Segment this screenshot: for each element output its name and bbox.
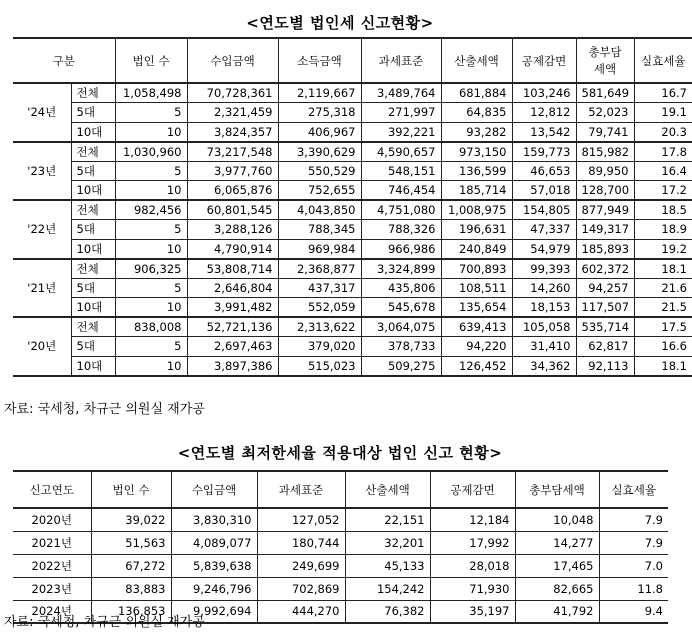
table-cell: 435,806 xyxy=(361,278,441,298)
table-cell: 406,967 xyxy=(278,122,361,142)
header-deduction: 공제감면 xyxy=(430,471,515,508)
table-cell: 4,751,080 xyxy=(361,200,441,220)
table-cell: 545,678 xyxy=(361,298,441,318)
minimum-tax-filing-table xyxy=(13,470,668,624)
table-cell: 128,700 xyxy=(576,181,634,201)
table1-header-row xyxy=(13,38,692,83)
table-cell: 550,529 xyxy=(278,161,361,181)
table-cell: 3,830,310 xyxy=(171,508,257,531)
row-label: 5대 xyxy=(71,161,115,181)
table-cell: 94,220 xyxy=(441,337,512,357)
table-cell: 240,849 xyxy=(441,239,512,259)
row-label: 5대 xyxy=(71,220,115,240)
corporate-tax-filing-table xyxy=(13,37,692,377)
table-cell: 127,052 xyxy=(257,508,345,531)
table-cell: 185,714 xyxy=(441,181,512,201)
table-cell: 7.9 xyxy=(599,508,668,531)
table-row xyxy=(13,103,692,123)
table-cell: 515,023 xyxy=(278,356,361,376)
table-cell: 11.8 xyxy=(599,577,668,600)
table-cell: 149,317 xyxy=(576,220,634,240)
table-cell: 10 xyxy=(115,298,187,318)
table-cell: 10,048 xyxy=(515,508,599,531)
table-row xyxy=(13,554,668,577)
table-cell: 135,654 xyxy=(441,298,512,318)
table-cell: 973,150 xyxy=(441,142,512,162)
table-cell: 19.2 xyxy=(634,239,692,259)
table-cell: 82,665 xyxy=(515,577,599,600)
table-cell: 4,790,914 xyxy=(187,239,278,259)
year-cell: 2021년 xyxy=(13,531,91,554)
row-label: 10대 xyxy=(71,356,115,376)
table-cell: 10 xyxy=(115,122,187,142)
row-label: 10대 xyxy=(71,298,115,318)
table-cell: 47,337 xyxy=(512,220,576,240)
table-cell: 815,982 xyxy=(576,142,634,162)
table-row xyxy=(13,200,692,220)
table-row xyxy=(13,259,692,279)
table-cell: 7.9 xyxy=(599,531,668,554)
table-cell: 136,853 xyxy=(91,600,171,623)
table-cell: 535,714 xyxy=(576,317,634,337)
table-cell: 18.1 xyxy=(634,356,692,376)
table-cell: 62,817 xyxy=(576,337,634,357)
table-cell: 76,382 xyxy=(345,600,430,623)
table-cell: 9,992,694 xyxy=(171,600,257,623)
table-cell: 20.3 xyxy=(634,122,692,142)
table-row xyxy=(13,239,692,259)
row-label: 5대 xyxy=(71,337,115,357)
header-tax-base: 과세표준 xyxy=(361,38,441,83)
row-label: 10대 xyxy=(71,181,115,201)
table-cell: 3,390,629 xyxy=(278,142,361,162)
table-cell: 45,133 xyxy=(345,554,430,577)
table-cell: 32,201 xyxy=(345,531,430,554)
table-cell: 105,058 xyxy=(512,317,576,337)
table-cell: 39,022 xyxy=(91,508,171,531)
table-cell: 117,507 xyxy=(576,298,634,318)
table-cell: 700,893 xyxy=(441,259,512,279)
table2-source: 자료: 국세청, 차규근 의원실 재가공 xyxy=(4,615,205,630)
table-cell: 7.0 xyxy=(599,554,668,577)
row-label: 전체 xyxy=(71,317,115,337)
table-cell: 35,197 xyxy=(430,600,515,623)
table-cell: 17.2 xyxy=(634,181,692,201)
table-cell: 14,260 xyxy=(512,278,576,298)
table-cell: 5 xyxy=(115,103,187,123)
table-cell: 5 xyxy=(115,220,187,240)
table-cell: 1,030,960 xyxy=(115,142,187,162)
table-cell: 4,043,850 xyxy=(278,200,361,220)
table-cell: 5 xyxy=(115,161,187,181)
table-row xyxy=(13,161,692,181)
row-label: 5대 xyxy=(71,103,115,123)
table-cell: 10 xyxy=(115,356,187,376)
header-total-tax: 총부담세액 xyxy=(515,471,599,508)
table-cell: 108,511 xyxy=(441,278,512,298)
year-cell: 2022년 xyxy=(13,554,91,577)
table-cell: 18.5 xyxy=(634,200,692,220)
table-cell: 4,590,657 xyxy=(361,142,441,162)
table-row xyxy=(13,298,692,318)
table-cell: 271,997 xyxy=(361,103,441,123)
table-row xyxy=(13,83,692,103)
table-cell: 57,018 xyxy=(512,181,576,201)
table-cell: 70,728,361 xyxy=(187,83,278,103)
table-cell: 16.6 xyxy=(634,337,692,357)
table-cell: 509,275 xyxy=(361,356,441,376)
table-cell: 982,456 xyxy=(115,200,187,220)
year-cell: '22년 xyxy=(13,200,71,259)
table-cell: 60,801,545 xyxy=(187,200,278,220)
header-computed-tax: 산출세액 xyxy=(345,471,430,508)
table-cell: 154,242 xyxy=(345,577,430,600)
header-income: 소득금액 xyxy=(278,38,361,83)
table-cell: 552,059 xyxy=(278,298,361,318)
table-cell: 1,008,975 xyxy=(441,200,512,220)
table-cell: 548,151 xyxy=(361,161,441,181)
table-cell: 154,805 xyxy=(512,200,576,220)
table-row xyxy=(13,220,692,240)
table-cell: 838,008 xyxy=(115,317,187,337)
table1-source: 자료: 국세청, 차규근 의원실 재가공 xyxy=(4,402,205,417)
table-cell: 17.5 xyxy=(634,317,692,337)
table-cell: 52,721,136 xyxy=(187,317,278,337)
table-cell: 378,733 xyxy=(361,337,441,357)
table-cell: 437,317 xyxy=(278,278,361,298)
table-cell: 581,649 xyxy=(576,83,634,103)
table-cell: 51,563 xyxy=(91,531,171,554)
table-row xyxy=(13,181,692,201)
table-cell: 906,325 xyxy=(115,259,187,279)
table-cell: 3,977,760 xyxy=(187,161,278,181)
year-cell: 2020년 xyxy=(13,508,91,531)
table-cell: 2,313,622 xyxy=(278,317,361,337)
table-cell: 6,065,876 xyxy=(187,181,278,201)
table-cell: 392,221 xyxy=(361,122,441,142)
table-cell: 18,153 xyxy=(512,298,576,318)
table-cell: 2,697,463 xyxy=(187,337,278,357)
table-cell: 93,282 xyxy=(441,122,512,142)
table-cell: 3,489,764 xyxy=(361,83,441,103)
table-cell: 21.5 xyxy=(634,298,692,318)
table-cell: 52,023 xyxy=(576,103,634,123)
table-cell: 966,986 xyxy=(361,239,441,259)
table-cell: 53,808,714 xyxy=(187,259,278,279)
table-cell: 5,839,638 xyxy=(171,554,257,577)
table-cell: 3,824,357 xyxy=(187,122,278,142)
table-cell: 2,368,877 xyxy=(278,259,361,279)
year-cell: 2024년 xyxy=(13,600,91,623)
table-cell: 83,883 xyxy=(91,577,171,600)
table-cell: 4,089,077 xyxy=(171,531,257,554)
table-row xyxy=(13,508,668,531)
table-row xyxy=(13,142,692,162)
row-label: 전체 xyxy=(71,83,115,103)
table-cell: 3,991,482 xyxy=(187,298,278,318)
table-cell: 89,950 xyxy=(576,161,634,181)
table-cell: 79,741 xyxy=(576,122,634,142)
year-cell: '23년 xyxy=(13,142,71,201)
table-cell: 16.7 xyxy=(634,83,692,103)
table2-title: <연도별 최저한세율 적용대상 법인 신고 현황> xyxy=(177,444,503,462)
year-cell: '20년 xyxy=(13,317,71,376)
table-row xyxy=(13,278,692,298)
table-cell: 159,773 xyxy=(512,142,576,162)
table-cell: 136,599 xyxy=(441,161,512,181)
table-cell: 73,217,548 xyxy=(187,142,278,162)
table-cell: 94,257 xyxy=(576,278,634,298)
table-cell: 19.1 xyxy=(634,103,692,123)
table-cell: 12,184 xyxy=(430,508,515,531)
table-cell: 249,699 xyxy=(257,554,345,577)
table-cell: 877,949 xyxy=(576,200,634,220)
table-cell: 681,884 xyxy=(441,83,512,103)
table-cell: 1,058,498 xyxy=(115,83,187,103)
row-label: 전체 xyxy=(71,142,115,162)
table-row xyxy=(13,356,692,376)
table2-header-row xyxy=(13,471,668,508)
table-cell: 379,020 xyxy=(278,337,361,357)
table-cell: 2,119,667 xyxy=(278,83,361,103)
table-cell: 22,151 xyxy=(345,508,430,531)
table-cell: 196,631 xyxy=(441,220,512,240)
table-cell: 54,979 xyxy=(512,239,576,259)
table-cell: 12,812 xyxy=(512,103,576,123)
table-cell: 46,653 xyxy=(512,161,576,181)
table-cell: 702,869 xyxy=(257,577,345,600)
table-cell: 10 xyxy=(115,239,187,259)
year-cell: 2023년 xyxy=(13,577,91,600)
table-cell: 639,413 xyxy=(441,317,512,337)
table-cell: 5 xyxy=(115,337,187,357)
table-row xyxy=(13,317,692,337)
table-row xyxy=(13,531,668,554)
table-cell: 746,454 xyxy=(361,181,441,201)
header-total-tax: 총부담 세액 xyxy=(576,38,634,83)
year-cell: '24년 xyxy=(13,83,71,142)
row-label: 10대 xyxy=(71,239,115,259)
header-corp-count: 법인 수 xyxy=(91,471,171,508)
table-cell: 3,064,075 xyxy=(361,317,441,337)
table-cell: 788,345 xyxy=(278,220,361,240)
table-cell: 275,318 xyxy=(278,103,361,123)
table-cell: 2,646,804 xyxy=(187,278,278,298)
row-label: 전체 xyxy=(71,200,115,220)
table-cell: 14,277 xyxy=(515,531,599,554)
table-cell: 34,362 xyxy=(512,356,576,376)
table-cell: 3,288,126 xyxy=(187,220,278,240)
table-cell: 5 xyxy=(115,278,187,298)
table-cell: 18.9 xyxy=(634,220,692,240)
row-label: 전체 xyxy=(71,259,115,279)
table-cell: 3,897,386 xyxy=(187,356,278,376)
header-deduction: 공제감면 xyxy=(512,38,576,83)
table-cell: 13,542 xyxy=(512,122,576,142)
table-cell: 31,410 xyxy=(512,337,576,357)
table-cell: 16.4 xyxy=(634,161,692,181)
table-cell: 21.6 xyxy=(634,278,692,298)
table-cell: 71,930 xyxy=(430,577,515,600)
table-cell: 9,246,796 xyxy=(171,577,257,600)
header-filing-year: 신고연도 xyxy=(13,471,91,508)
table1-title: <연도별 법인세 신고현황> xyxy=(246,14,434,32)
table-cell: 3,324,899 xyxy=(361,259,441,279)
table-row xyxy=(13,337,692,357)
table-cell: 41,792 xyxy=(515,600,599,623)
table-cell: 17,465 xyxy=(515,554,599,577)
table-cell: 92,113 xyxy=(576,356,634,376)
table-cell: 2,321,459 xyxy=(187,103,278,123)
table-cell: 64,835 xyxy=(441,103,512,123)
table-cell: 99,393 xyxy=(512,259,576,279)
header-computed-tax: 산출세액 xyxy=(441,38,512,83)
header-effective-rate: 실효세율 xyxy=(599,471,668,508)
table-cell: 10 xyxy=(115,181,187,201)
table-cell: 969,984 xyxy=(278,239,361,259)
table-cell: 185,893 xyxy=(576,239,634,259)
header-revenue: 수입금액 xyxy=(171,471,257,508)
table-cell: 18.1 xyxy=(634,259,692,279)
table-cell: 28,018 xyxy=(430,554,515,577)
table-cell: 9.4 xyxy=(599,600,668,623)
header-revenue: 수입금액 xyxy=(187,38,278,83)
header-effective-rate: 실효세율 xyxy=(634,38,692,83)
table-cell: 180,744 xyxy=(257,531,345,554)
table-cell: 444,270 xyxy=(257,600,345,623)
header-category: 구분 xyxy=(13,38,115,83)
table-row xyxy=(13,122,692,142)
table-cell: 602,372 xyxy=(576,259,634,279)
table-cell: 788,326 xyxy=(361,220,441,240)
row-label: 10대 xyxy=(71,122,115,142)
table-row xyxy=(13,577,668,600)
table-cell: 67,272 xyxy=(91,554,171,577)
table-cell: 17.8 xyxy=(634,142,692,162)
header-tax-base: 과세표준 xyxy=(257,471,345,508)
table-cell: 752,655 xyxy=(278,181,361,201)
header-corp-count: 법인 수 xyxy=(115,38,187,83)
table-cell: 103,246 xyxy=(512,83,576,103)
table-cell: 126,452 xyxy=(441,356,512,376)
table-cell: 17,992 xyxy=(430,531,515,554)
row-label: 5대 xyxy=(71,278,115,298)
year-cell: '21년 xyxy=(13,259,71,318)
